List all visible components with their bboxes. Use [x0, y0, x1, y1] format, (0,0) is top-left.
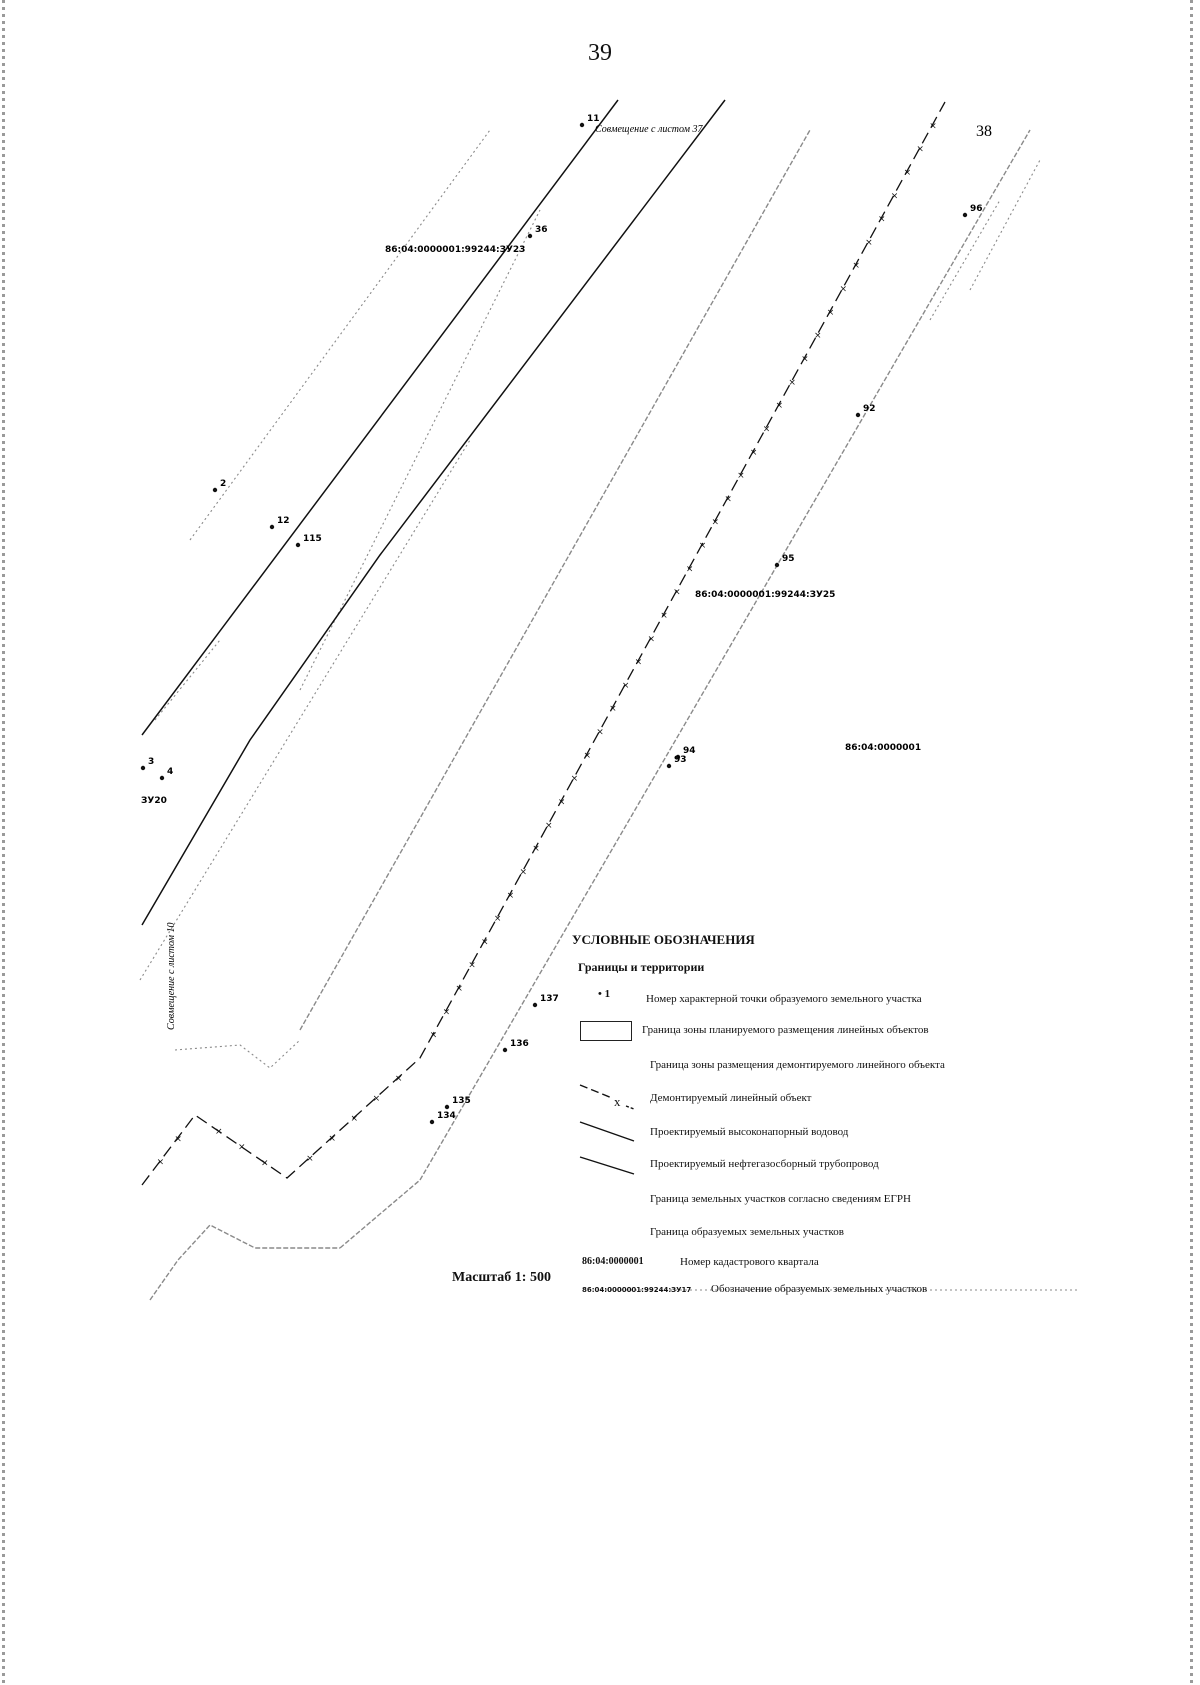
cross-mark: ×	[890, 191, 899, 202]
cross-mark: ×	[839, 284, 848, 295]
cross-mark: ×	[698, 541, 707, 552]
point-marker	[503, 1048, 507, 1052]
demolition-zone-boundary	[340, 1180, 420, 1248]
map-scale: Масштаб 1: 500	[452, 1270, 551, 1285]
point-marker	[445, 1105, 449, 1109]
legend-item-planned-zone: Граница зоны планируемого размещения линейных объектов	[642, 1024, 929, 1036]
legend-quarter-example: 86:04:0000001	[582, 1256, 644, 1267]
cross-mark: ×	[532, 844, 540, 855]
point-marker	[856, 413, 860, 417]
cross-mark: ×	[468, 960, 476, 971]
point-marker	[963, 213, 967, 217]
cross-mark: ×	[261, 1158, 269, 1169]
parcel-label: 86:04:0000001:99244:ЗУ23	[385, 245, 526, 255]
cross-mark: ×	[813, 331, 822, 342]
point-label: 96	[970, 204, 983, 214]
cross-mark: ×	[306, 1154, 314, 1164]
cross-mark: ×	[455, 984, 463, 995]
point-marker	[430, 1120, 434, 1124]
point-label: 2	[220, 479, 227, 489]
legend-title: УСЛОВНЫЕ ОБОЗНАЧЕНИЯ	[572, 932, 755, 947]
cross-mark: ×	[737, 471, 745, 482]
point-marker	[775, 563, 779, 567]
point-label: 94	[683, 746, 696, 756]
legend-zone-box-symbol	[580, 1021, 632, 1041]
planned-zone-boundary	[142, 100, 618, 735]
point-marker	[160, 776, 164, 780]
cross-mark: ×	[372, 1094, 381, 1104]
cross-mark: ×	[826, 307, 835, 318]
cross-mark: ×	[238, 1142, 246, 1153]
point-label: 4	[167, 767, 174, 777]
egrn-boundary	[175, 1040, 300, 1068]
planned-zone-boundary	[142, 100, 725, 925]
point-label: 92	[863, 404, 876, 414]
point-label: 11	[587, 114, 600, 124]
point-marker	[213, 488, 217, 492]
point-label: 3	[148, 757, 155, 767]
legend-quarter-text: Номер кадастрового квартала	[680, 1256, 819, 1268]
cross-mark: ×	[174, 1134, 182, 1145]
cross-mark: ×	[634, 657, 643, 668]
cross-mark: ×	[660, 610, 668, 621]
cross-mark: ×	[545, 820, 553, 831]
egrn-boundary	[970, 160, 1040, 290]
cross-mark: ×	[583, 750, 592, 761]
sheet-match-label-10: Совмещение с листом 10	[166, 922, 177, 1030]
point-marker	[667, 764, 671, 768]
cross-mark: ×	[877, 214, 886, 225]
cross-mark: ×	[749, 447, 758, 458]
demolition-zone-boundary	[420, 130, 1030, 1180]
legend-point-symbol: • 1	[598, 988, 611, 1000]
legend-item-demolished-object: Демонтируемый линейный объект	[650, 1092, 812, 1104]
point-label: 95	[782, 554, 795, 564]
cross-mark: ×	[673, 587, 681, 598]
legend-parcel-example: 86:04:0000001:99244:ЗУ17	[582, 1286, 692, 1294]
parcel-label: ЗУ20	[141, 796, 167, 806]
cross-mark: ×	[685, 564, 694, 575]
cross-mark: ×	[852, 261, 860, 272]
cross-mark: ×	[609, 704, 617, 715]
legend-parcel-text: Обозначение образуемых земельных участков	[711, 1283, 928, 1295]
cross-mark: ×	[775, 401, 784, 412]
cross-mark: ×	[570, 774, 579, 785]
legend-subtitle: Границы и территории	[578, 960, 705, 974]
sheet-match-label-37: Совмещение с листом 37	[595, 124, 703, 135]
point-marker	[296, 543, 300, 547]
cross-mark: ×	[156, 1157, 165, 1168]
point-marker	[141, 766, 145, 770]
cross-mark: ×	[711, 517, 720, 528]
point-marker	[270, 525, 274, 529]
page-number: 39	[588, 40, 612, 66]
legend-item-point: Номер характерной точки образуемого земельного участка	[646, 993, 922, 1005]
legend-item-oil-pipeline: Проектируемый нефтегазосборный трубопровод	[650, 1158, 879, 1170]
legend-demolished-symbol	[580, 1085, 612, 1098]
egrn-boundary	[155, 640, 220, 720]
cross-mark: ×	[724, 494, 732, 505]
cross-mark: ×	[557, 797, 566, 808]
legend-item-demolition-zone: Граница зоны размещения демонтируемого линейного объекта	[650, 1059, 945, 1071]
parcel-labels	[141, 245, 835, 806]
cross-mark: ×	[481, 937, 489, 948]
point-label: 12	[277, 516, 290, 526]
cross-mark: ×	[647, 634, 656, 645]
cross-mark: ×	[621, 680, 630, 691]
point-label: 36	[535, 225, 548, 235]
cross-mark: ×	[865, 237, 873, 248]
legend-item-egrn-boundary: Граница земельных участков согласно сведениям ЕГРН	[650, 1193, 911, 1205]
point-marker	[528, 234, 532, 238]
demolition-zone-boundary	[150, 1225, 340, 1300]
cross-mark: ×	[596, 727, 604, 738]
point-label: 135	[452, 1096, 471, 1106]
egrn-boundary	[140, 440, 470, 980]
legend-demolished-tail	[626, 1106, 634, 1109]
legend-cross-symbol: x	[614, 1094, 621, 1109]
cadastral-quarter-label: 86:04:0000001	[845, 743, 922, 753]
adjacent-sheet-number: 38	[976, 123, 992, 140]
point-marker	[533, 1003, 537, 1007]
cross-mark: ×	[519, 867, 527, 878]
point-marker	[580, 123, 584, 127]
parcel-label: 86:04:0000001:99244:ЗУ25	[695, 590, 836, 600]
cross-mark: ×	[929, 121, 937, 132]
cross-mark: ×	[350, 1114, 359, 1124]
point-label: 134	[437, 1111, 456, 1121]
cross-mark: ×	[442, 1007, 451, 1018]
demolished-object-crosses	[157, 121, 937, 1168]
demolition-zone-boundary	[300, 130, 810, 1030]
legend-water-main-symbol	[580, 1122, 634, 1141]
egrn-boundary	[190, 130, 490, 540]
demolished-linear-object	[142, 102, 945, 1185]
cross-mark: ×	[762, 424, 771, 435]
cross-mark: ×	[429, 1030, 438, 1041]
cross-mark: ×	[506, 890, 515, 901]
point-label: 137	[540, 994, 559, 1004]
cross-mark: ×	[328, 1134, 336, 1144]
point-label: 136	[510, 1039, 529, 1049]
legend-oil-pipeline-symbol	[580, 1157, 634, 1174]
cross-mark: ×	[801, 354, 809, 365]
legend-symbols	[580, 1085, 634, 1174]
point-label: 115	[303, 534, 322, 544]
cross-mark: ×	[916, 144, 924, 155]
cross-mark: ×	[215, 1126, 223, 1137]
cross-mark: ×	[903, 167, 912, 178]
legend-item-water-main: Проектируемый высоконапорный водовод	[650, 1126, 849, 1138]
cross-mark: ×	[788, 377, 796, 388]
cross-mark: ×	[493, 914, 502, 925]
legend-item-new-parcel-boundary: Граница образуемых земельных участков	[650, 1226, 844, 1238]
point-label: 93	[674, 755, 687, 765]
cross-mark: ×	[394, 1074, 403, 1084]
egrn-boundary	[930, 200, 1000, 320]
